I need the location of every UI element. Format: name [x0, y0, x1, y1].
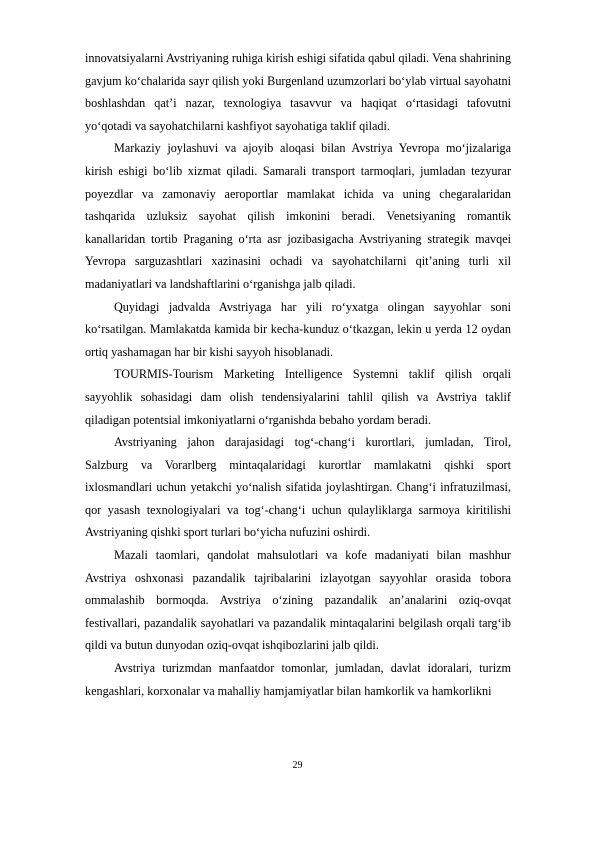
paragraph-continued: innovatsiyalarni Avstriyaning ruhiga kirish eshigi sifatida qabul qiladi. Vena shahrining gavjum ko‘chalarida sayr qilish yoki Burgenland uzumzorlari bo‘ylab virtual sayohatni boshlashdan qat’i nazar, texnologiya tasavvur va haqiqat o‘rtasidagi tafovutni yo‘qotadi va sayohatchilarni kashfiyot sayohatiga taklif qiladi.: [85, 51, 511, 133]
document-body: [85, 47, 511, 702]
paragraph-cuisine: Mazali taomlari, qandolat mahsulotlari va kofe madaniyati bilan mashhur Avstriya oshxonasi pazandalik tajribalarini izlayotgan sayyohlar orasida tobora ommalashib bormoqda. Avstriya o‘zining pazandalik an’analarini oziq-ovqat festivallari, pazandalik sayohatlari va pazandalik mintaqalarini belgilash orqali targ‘ib qildi va butun dunyodan oziq-ovqat ishqibozlarini jalb qildi.: [85, 548, 511, 653]
paragraph-central-location: Markaziy joylashuvi va ajoyib aloqasi bilan Avstriya Yevropa mo‘jizalariga kirish eshigi bo‘lib xizmat qiladi. Samarali transport tarmoqlari, jumladan tezyurar poyezdlar va zamonaviy aeroportlar mamlakat ichida va uning chegaralaridan tashqarida uzluksiz sayohat qilish imkonini beradi. Venetsiyaning romantik kanallaridan tortib Praganing o‘rta asr jozibasigacha Avstriyaning strategik mavqei Yevropa sarguzashtlari xazinasini ochadi va sayohatchilarni qit’aning turli xil madaniyatlari va landshaftlarini o‘rganishga jalb qiladi.: [85, 141, 511, 291]
paragraph-tourmis: TOURMIS-Tourism Marketing Intelligence Systemni taklif qilish orqali sayyohlik sohasidagi dam olish tendensiyalarini tahlil qilish va Avstriya taklif qiladigan potentsial imkoniyatlarni o‘rganishda bebaho yordam beradi.: [85, 367, 511, 427]
paragraph-stakeholders: Avstriya turizmdan manfaatdor tomonlar, jumladan, davlat idoralari, turizm kengashlari, korxonalar va mahalliy hamjamiyatlar bilan hamkorlik va hamkorlikni: [85, 661, 511, 698]
paragraph-tourist-table-intro: Quyidagi jadvalda Avstriyaga har yili ro‘yxatga olingan sayyohlar soni ko‘rsatilgan. Mamlakatda kamida bir kecha-kunduz o‘tkazgan, lekin u yerda 12 oydan ortiq yashamagan har bir kishi sayyoh hisoblanadi.: [85, 299, 511, 359]
page-number: 29: [292, 760, 303, 771]
paragraph-ski-resorts: Avstriyaning jahon darajasidagi tog‘-chang‘i kurortlari, jumladan, Tirol, Salzburg va Vorarlberg mintaqalaridagi kurortlar mamlakatni qishki sport ixlosmandlari uchun yetakchi yo‘nalish sifatida joylashtirgan. Chang‘i infratuzilmasi, qor yasash texnologiyalari va tog‘-chang‘i uchun qulayliklarga sarmoya kiritilishi Avstriyaning qishki sport turlari bo‘yicha nufuzini oshirdi.: [85, 435, 511, 540]
